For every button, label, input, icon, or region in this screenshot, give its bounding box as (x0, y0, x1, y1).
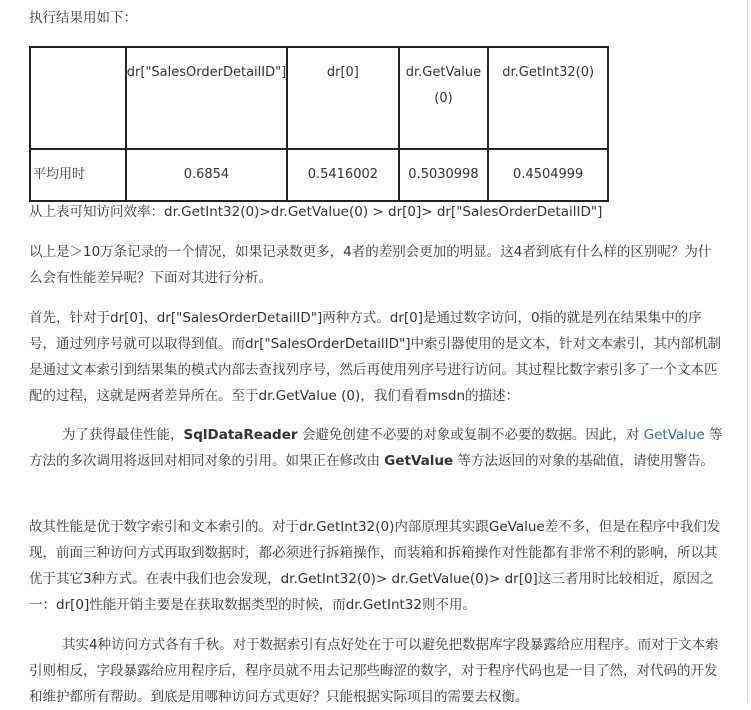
table-header-cell: dr[0] (287, 47, 398, 149)
table-header-cell: dr.GetValue (0) (399, 47, 489, 149)
results-table (29, 46, 609, 202)
msdn-quote (29, 422, 724, 474)
table-cell: 0.5030998 (399, 149, 489, 201)
page-border-line (747, 0, 748, 702)
summary-text: 从上表可知访问效率：dr.GetInt32(0)>dr.GetValue(0) > dr[0]> dr["SalesOrderDetailID"] (29, 204, 603, 220)
paragraph-2: 首先，针对于dr[0]、dr["SalesOrderDetailID"]两种方式。dr[0]是通过数字访问，0指的就是列在结果集中的序号，通过列序号就可以取得到值。而dr["SalesOrderDetailID"]中索引器使用的是文本，针对文本索引，其内部机制是通过文本索引到结果集的模式内部去查找列序号，然后再使用列序号进行访问。其过程比数字索引多了一个文本匹配的过程，这就是两者差异所在。至于dr.GetValue (0)，我们看看msdn的描述： (29, 310, 722, 404)
table-row-label: 平均用时 (30, 149, 126, 201)
table-cell: 0.5416002 (287, 149, 398, 201)
table-header-cell: dr.GetInt32(0) (488, 47, 608, 149)
quote-bold-class: SqlDataReader (183, 427, 298, 443)
table-cell: 0.6854 (126, 149, 287, 201)
table-cell: 0.4504999 (488, 149, 608, 201)
paragraph-1: 以上是＞10万条记录的一个情况，如果记录数更多，4者的差别会更加的明显。这4者到底有什么样的区别呢？为什么会有性能差异呢？下面对其进行分析。 (29, 244, 712, 286)
quote-bold-method: GetValue (384, 453, 454, 469)
quote-text: 等方法的多次调用将返回对相同对象的引用。如果正在修改由 (29, 427, 723, 469)
table-row (30, 149, 608, 201)
paragraph-4: 故其性能是优于数字索引和文本索引的。对于dr.GetInt32(0)内部原理其实跟GeValue差不多，但是在程序中我们发现，前面三种访问方式再取到数据时，都必须进行拆箱操作，而装箱和拆箱操作对性能都有非常不利的影响，所以其优于其它3种方式。在表中我们也会发现，dr.GetInt32(0)> dr.GetValue(0)> dr[0]这三者用时比较相近，原因之一：dr[0]性能开销主要是在获取数据类型的时候，而dr.GetInt32则不用。 (29, 519, 721, 613)
table-header-row (30, 47, 608, 149)
quote-text: 会避免创建不必要的对象或复制不必要的数据。因此，对 (297, 427, 644, 443)
table-header-cell: dr["SalesOrderDetailID"] (126, 47, 287, 149)
intro-text: 执行结果用如下： (29, 10, 137, 26)
quote-text: 等方法返回的对象的基础值，请使用警告。 (453, 453, 714, 469)
quote-text: 为了获得最佳性能， (62, 427, 184, 443)
getvalue-link[interactable]: GetValue (643, 427, 705, 443)
table-header-cell (30, 47, 126, 149)
paragraph-5: 其实4种访问方式各有千秋。对于数据索引有点好处在于可以避免把数据库字段暴露给应用程序。而对于文本索引则相反，字段暴露给应用程序后，程序员就不用去记那些晦涩的数字，对于程序代码也是一目了然，对代码的开发和维护都所有帮助。到底是用哪种访问方式更好？只能根据实际项目的需要去权衡。 (29, 637, 719, 705)
